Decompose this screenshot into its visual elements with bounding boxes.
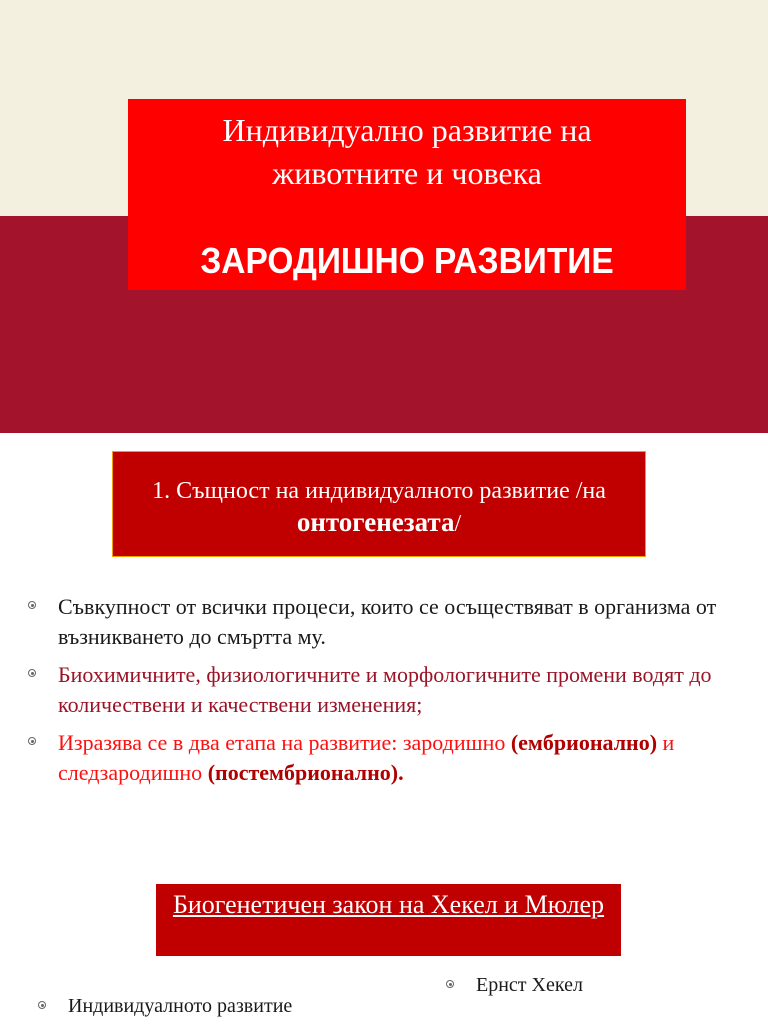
bullet-text-3a: Изразява се в два етапа на развитие: зародишно [58,730,511,755]
bullet-list [28,592,748,796]
hekel-text: Ернст Хекел [476,974,583,996]
bullet-icon [38,1001,46,1009]
title-line-2: животните и човека [272,155,542,191]
bullet-text-3-bold1: (ембрионално) [510,730,658,755]
bullet-item-hekel [446,974,583,997]
section2-title: Биогенетичен закон на Хекел и Мюлер [172,890,605,919]
title-line-1: Индивидуално развитие на [222,112,592,148]
bullet-icon [446,980,454,988]
bullet-item-individual [38,995,292,1018]
title-box [128,99,686,290]
bullet-item-3 [28,728,748,788]
section2-heading-box [156,884,621,956]
section1-suffix: / [454,511,462,537]
bullet-text-3b: и следзародишно [58,730,675,785]
bullet-text-2: Биохимичните, физиологичните и морфологичните промени водят до количествени и качествени изменения; [58,662,712,717]
bullet-icon [28,669,36,677]
individual-text: Индивидуалното развитие [68,995,293,1017]
title-heading [128,109,686,195]
bullet-text-1: Съвкупност от всички процеси, които се осъществяват в организма от възникването до смъртта му. [58,594,717,649]
section1-emphasis: онтогенезата [296,507,455,537]
bullet-icon [28,601,36,609]
bullet-item-1 [28,592,748,652]
bullet-text-3-bold2: (постембрионално). [207,760,404,785]
title-subtitle: ЗАРОДИШНО РАЗВИТИЕ [200,240,614,281]
section1-heading-box [112,451,646,557]
bullet-item-2 [28,660,748,720]
bullet-icon [28,737,36,745]
section1-prefix: 1. Същност на индивидуалното развитие /на [152,478,606,504]
